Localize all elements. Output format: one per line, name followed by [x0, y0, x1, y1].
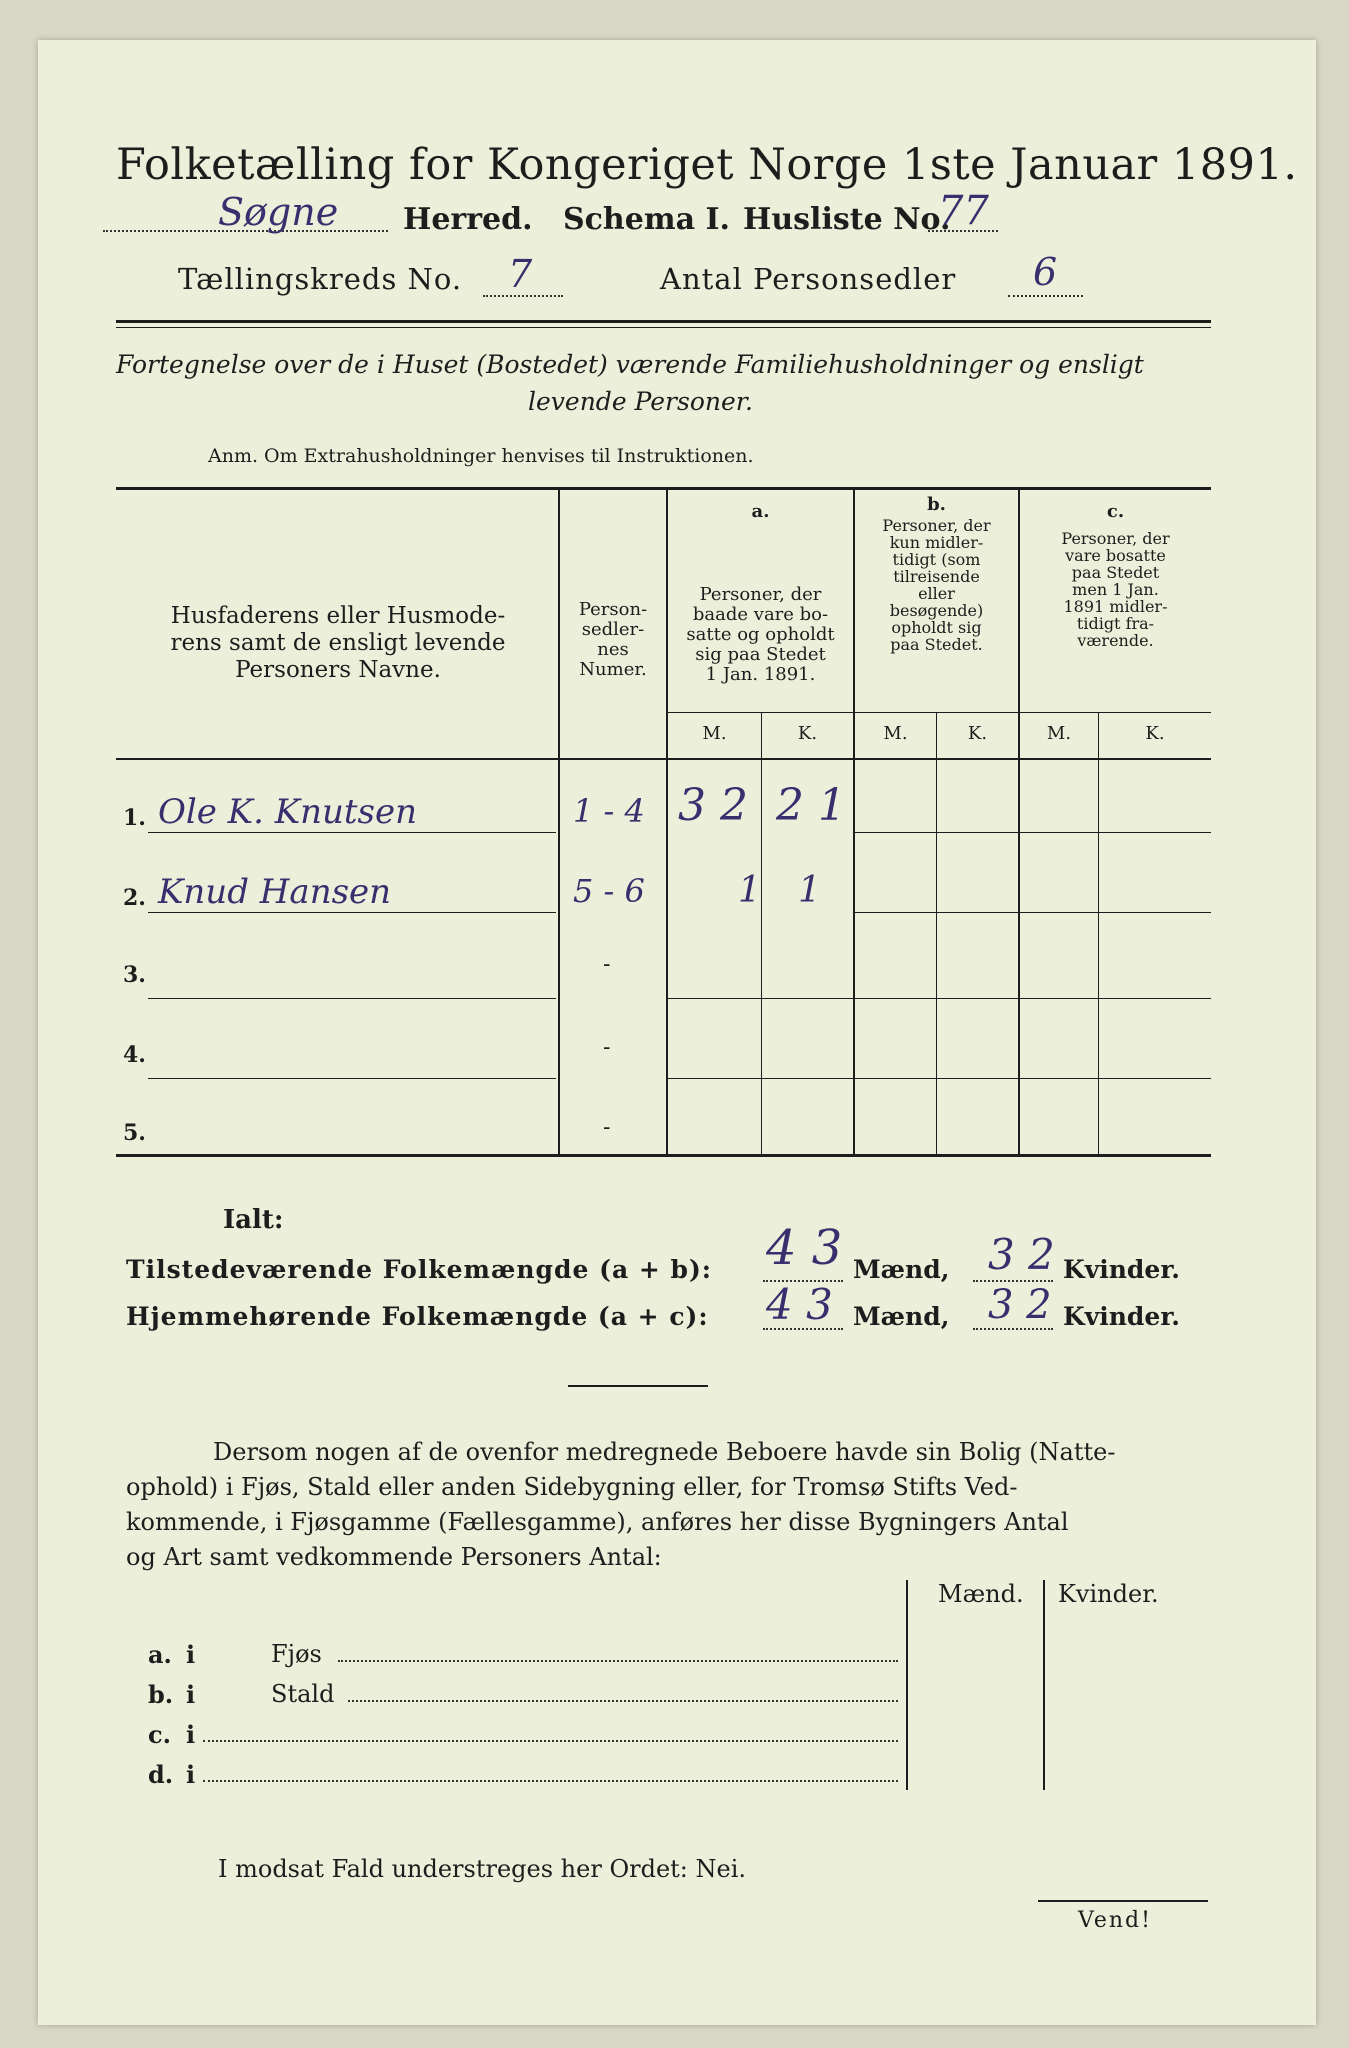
bolig-line-4: og Art samt vedkommende Personers Antal:: [126, 1543, 662, 1571]
row-2-a-m: 1: [738, 870, 761, 911]
kreds-value: 7: [508, 252, 533, 296]
c-m-label: M.: [1046, 723, 1072, 744]
bolig-b-i: i: [186, 1680, 196, 1709]
tilstede-label: Tilstedeværende Folkemængde (a + b):: [126, 1255, 713, 1284]
row-2-a-k: 1: [798, 870, 821, 911]
col-num-header: Person- sedler- nes Numer.: [578, 599, 648, 680]
bolig-a-letter: a.: [148, 1640, 172, 1669]
bolig-d-i: i: [186, 1760, 196, 1789]
separator-short-rule: [568, 1385, 708, 1387]
antal-value: 6: [1033, 250, 1058, 294]
schema-label: Schema I.: [563, 202, 730, 237]
herred-value: Søgne: [218, 190, 339, 234]
row-2-name: Knud Hansen: [158, 872, 392, 912]
bolig-line-1: Dersom nogen af de ovenfor medregnede Beboere havde sin Bolig (Natte-: [213, 1438, 1116, 1466]
row-1-a-k: 2 1: [776, 780, 846, 831]
hjemme-kvinder-line: [973, 1328, 1053, 1330]
bolig-line-3: kommende, i Fjøsgamme (Fællesgamme), anføres her disse Bygningers Antal: [126, 1508, 1069, 1536]
row-5-number: 5.: [123, 1120, 146, 1146]
intro-line-1: Fortegnelse over de i Huset (Bostedet) værende Familiehusholdninger og ensligt: [116, 350, 1144, 379]
bolig-b-dots: [348, 1700, 898, 1702]
row-1-rule: [148, 832, 556, 833]
antal-label: Antal Personsedler: [660, 262, 957, 296]
row-1-name: Ole K. Knutsen: [158, 792, 418, 832]
b-m-label: M.: [883, 723, 908, 744]
intro-line-2: levende Personer.: [528, 387, 753, 416]
bolig-line-2: ophold) i Fjøs, Stald eller anden Sidebygning eller, for Tromsø Stifts Ved-: [126, 1473, 1018, 1501]
table-header-bottom-rule: [116, 758, 1211, 760]
col-a-header: Personer, der baade vare bo- satte og opholdt sig paa Stedet 1 Jan. 1891.: [686, 584, 835, 685]
ialt-label: Ialt:: [223, 1205, 284, 1235]
bolig-c-letter: c.: [148, 1720, 171, 1749]
right-row-rule-1: [855, 832, 1211, 833]
bolig-b-label: Stald: [271, 1680, 335, 1708]
col-sep-b-mk: [936, 713, 937, 1155]
hjemme-maend-label: Mænd,: [853, 1302, 950, 1331]
tilstede-maend-label: Mænd,: [853, 1255, 950, 1284]
row-5-persons: -: [603, 1115, 611, 1140]
c-k-label: K.: [1145, 723, 1165, 744]
hjemme-label: Hjemmehørende Folkemængde (a + c):: [126, 1302, 709, 1331]
bolig-a-dots: [338, 1660, 898, 1662]
right-row-rule-4: [668, 1078, 1211, 1079]
b-k-label: K.: [967, 723, 988, 744]
col-c-letter: c.: [1106, 501, 1125, 522]
col-sep-1: [558, 490, 560, 1155]
bolig-c-dots: [203, 1740, 898, 1742]
bolig-maend-header: Mænd.: [938, 1580, 1024, 1608]
row-4-rule: [148, 1078, 556, 1079]
hjemme-maend: 4 3: [766, 1280, 833, 1329]
antal-dotted-line: [1008, 295, 1083, 297]
right-row-rule-2: [855, 912, 1211, 913]
header-rule: [116, 320, 1211, 323]
col-sep-c-mk: [1098, 713, 1099, 1155]
row-2-number: 2.: [123, 885, 146, 911]
kreds-label: Tællingskreds No.: [178, 262, 463, 296]
husliste-value: 77: [938, 188, 989, 234]
bolig-col-sep-1: [906, 1580, 908, 1790]
col-c-header: Personer, der vare bosatte paa Stedet men 1 Jan. 1891 midler- tidigt fra- værende.: [1061, 529, 1170, 650]
col-b-header: Personer, der kun midler- tidigt (som tilreisende eller besøgende) opholdt sig paa Stedet.: [882, 516, 991, 654]
table-top-rule: [116, 487, 1211, 490]
vend-label: Vend!: [1078, 1908, 1152, 1933]
col-sep-a-mk: [761, 713, 762, 1155]
anm-note: Anm. Om Extrahusholdninger henvises til Instruktionen.: [208, 445, 754, 467]
tilstede-kvinder-label: Kvinder.: [1063, 1255, 1180, 1284]
row-3-number: 3.: [123, 962, 146, 988]
bolig-kvinder-header: Kvinder.: [1058, 1580, 1159, 1608]
row-4-persons: -: [603, 1035, 611, 1060]
bolig-col-sep-2: [1043, 1580, 1045, 1790]
bolig-a-i: i: [186, 1640, 196, 1669]
modsat-note: I modsat Fald understreges her Ordet: Nei.: [218, 1855, 747, 1883]
bolig-b-letter: b.: [148, 1680, 174, 1709]
table-bottom-rule: [116, 1154, 1211, 1157]
census-form-page: [38, 40, 1316, 2025]
row-1-number: 1.: [123, 805, 146, 831]
tilstede-maend: 4 3: [766, 1220, 843, 1276]
header-rule-thin: [116, 327, 1211, 328]
bolig-c-i: i: [186, 1720, 196, 1749]
hjemme-kvinder: 3 2: [988, 1282, 1052, 1328]
bolig-d-dots: [203, 1780, 898, 1782]
form-title: Folketælling for Kongeriget Norge 1ste Januar 1891.: [116, 140, 1298, 190]
col-a-letter: a.: [751, 501, 770, 522]
a-m-label: M.: [702, 723, 727, 744]
row-2-persons: 5 - 6: [573, 872, 645, 910]
mk-header-rule: [666, 712, 1211, 713]
herred-label: Herred.: [403, 202, 533, 237]
bolig-d-letter: d.: [148, 1760, 174, 1789]
row-1-a-m: 3 2: [678, 780, 748, 831]
row-3-persons: -: [603, 952, 611, 977]
row-2-rule: [148, 912, 556, 913]
hjemme-kvinder-label: Kvinder.: [1063, 1302, 1180, 1331]
a-k-label: K.: [797, 723, 818, 744]
vend-rule: [1038, 1900, 1208, 1902]
row-1-persons: 1 - 4: [573, 792, 645, 830]
row-3-rule: [148, 998, 556, 999]
col-name-header: Husfaderens eller Husmode- rens samt de ensligt levende Personers Navne.: [170, 603, 506, 683]
husliste-label: Husliste No.: [743, 202, 951, 237]
bolig-a-label: Fjøs: [271, 1640, 322, 1668]
right-row-rule-3: [668, 998, 1211, 999]
col-b-letter: b.: [927, 494, 946, 515]
row-4-number: 4.: [123, 1042, 146, 1068]
tilstede-kvinder: 3 2: [988, 1230, 1055, 1279]
